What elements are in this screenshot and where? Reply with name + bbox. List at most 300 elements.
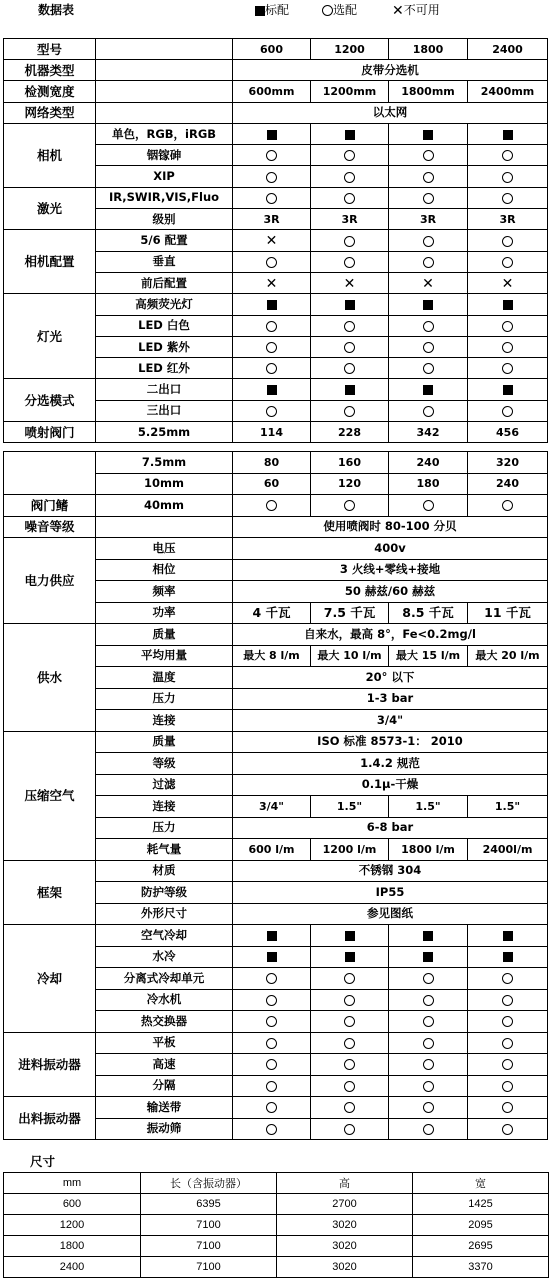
mark-cell: [389, 336, 468, 357]
circle-icon: [344, 257, 355, 268]
circle-icon: [423, 1038, 434, 1049]
mark-cell: [468, 400, 548, 421]
circle-icon: [266, 363, 277, 374]
mark-cell: [311, 1032, 389, 1054]
mark-cell: [233, 379, 311, 400]
mark-cell: [468, 1097, 548, 1119]
value-cell: 1200mm: [311, 81, 389, 102]
filled-square-icon: [345, 931, 355, 941]
circle-icon: [502, 363, 513, 374]
category-cell: 冷却: [4, 925, 96, 1033]
circle-icon: [502, 1102, 513, 1113]
item-cell: 材质: [96, 860, 233, 882]
mark-cell: [468, 495, 548, 517]
filled-square-icon: [345, 952, 355, 962]
mark-cell: [389, 946, 468, 968]
mark-cell: [311, 495, 389, 517]
circle-icon: [344, 1124, 355, 1135]
dimension-cell: 2095: [413, 1215, 549, 1236]
category-cell: 检测宽度: [4, 81, 96, 102]
legend-unavailable: ✕不可用: [392, 2, 440, 19]
item-cell: 温度: [96, 667, 233, 689]
mark-cell: [389, 272, 468, 293]
cross-icon: ✕: [392, 2, 404, 19]
mark-cell: [311, 251, 389, 272]
category-cell: 相机配置: [4, 230, 96, 294]
value-cell: 120: [311, 473, 389, 495]
circle-icon: [423, 321, 434, 332]
value-cell: 最大 15 l/m: [389, 645, 468, 667]
spanning-value-cell: 皮带分选机: [233, 60, 548, 81]
value-cell: 最大 20 l/m: [468, 645, 548, 667]
item-cell: 水冷: [96, 946, 233, 968]
spec-row: [4, 230, 548, 251]
circle-icon: [266, 150, 277, 161]
filled-square-icon: [503, 952, 513, 962]
item-cell: 分隔: [96, 1075, 233, 1097]
circle-icon: [423, 193, 434, 204]
circle-icon: [502, 500, 513, 511]
cross-icon: ✕: [265, 275, 278, 292]
item-cell: [96, 60, 233, 81]
mark-cell: [468, 272, 548, 293]
mark-cell: [233, 251, 311, 272]
item-cell: 外形尺寸: [96, 903, 233, 925]
circle-icon: [502, 193, 513, 204]
circle-icon: [423, 1124, 434, 1135]
dimensions-header-row: [4, 1173, 549, 1194]
dimension-cell: 3020: [277, 1215, 413, 1236]
filled-square-icon: [267, 130, 277, 140]
mark-cell: [233, 1097, 311, 1119]
item-cell: 铟镓砷: [96, 145, 233, 166]
cross-icon: ✕: [422, 275, 434, 292]
circle-icon: [266, 342, 277, 353]
item-cell: 5/6 配置: [96, 230, 233, 251]
spanning-value-cell: 1.4.2 规范: [233, 753, 548, 775]
item-cell: 防护等级: [96, 882, 233, 904]
category-cell: 机器类型: [4, 60, 96, 81]
item-cell: 输送带: [96, 1097, 233, 1119]
filled-square-icon: [267, 300, 277, 310]
model-cell: 1200: [311, 39, 389, 60]
mark-cell: [468, 230, 548, 251]
filled-square-icon: [345, 385, 355, 395]
value-cell: 3R: [468, 209, 548, 230]
item-cell: 平板: [96, 1032, 233, 1054]
item-cell: 频率: [96, 581, 233, 603]
circle-icon: [502, 1124, 513, 1135]
mark-cell: [311, 925, 389, 947]
mark-cell: [311, 272, 389, 293]
spanning-value-cell: 6-8 bar: [233, 817, 548, 839]
mark-cell: [389, 1097, 468, 1119]
item-cell: XIP: [96, 166, 233, 187]
mark-cell: [233, 946, 311, 968]
circle-icon: [502, 995, 513, 1006]
category-cell: 供水: [4, 624, 96, 732]
circle-icon: [344, 1102, 355, 1113]
dimensions-table: [3, 1172, 549, 1278]
circle-icon: [502, 172, 513, 183]
item-cell: [96, 39, 233, 60]
item-cell: 质量: [96, 624, 233, 646]
mark-cell: [311, 968, 389, 990]
dimension-cell: 2700: [277, 1194, 413, 1215]
spanning-value-cell: 0.1μ-干燥: [233, 774, 548, 796]
legend-optional: 选配: [322, 1, 357, 18]
mark-cell: [311, 336, 389, 357]
circle-icon: [502, 1038, 513, 1049]
spanning-value-cell: ISO 标准 8573-1： 2010: [233, 731, 548, 753]
mark-cell: [233, 495, 311, 517]
filled-square-icon: [345, 130, 355, 140]
circle-icon: [344, 1081, 355, 1092]
category-cell: 灯光: [4, 294, 96, 379]
item-cell: 5.25mm: [96, 422, 233, 443]
circle-icon: [423, 500, 434, 511]
mark-cell: [311, 294, 389, 315]
item-cell: 耗气量: [96, 839, 233, 861]
legend-bar: [0, 0, 550, 18]
filled-square-icon: [503, 130, 513, 140]
value-cell: 1.5": [468, 796, 548, 818]
mark-cell: [311, 315, 389, 336]
spanning-value-cell: 自来水，最高 8°，Fe<0.2mg/l: [233, 624, 548, 646]
item-cell: 空气冷却: [96, 925, 233, 947]
value-cell: 228: [311, 422, 389, 443]
value-cell: 180: [389, 473, 468, 495]
mark-cell: [311, 123, 389, 144]
value-cell: 456: [468, 422, 548, 443]
filled-square-icon: [503, 300, 513, 310]
value-cell: 7.5 千瓦: [311, 602, 389, 624]
dimensions-row: [4, 1257, 549, 1278]
mark-cell: [311, 145, 389, 166]
item-cell: 相位: [96, 559, 233, 581]
mark-cell: [389, 379, 468, 400]
value-cell: 最大 8 l/m: [233, 645, 311, 667]
spec-row: [4, 624, 548, 646]
filled-square-icon: [423, 385, 433, 395]
item-cell: 平均用量: [96, 645, 233, 667]
mark-cell: [389, 1054, 468, 1076]
value-cell: 240: [389, 452, 468, 474]
item-cell: 功率: [96, 602, 233, 624]
value-cell: 600 l/m: [233, 839, 311, 861]
value-cell: 240: [468, 473, 548, 495]
category-cell: 分选模式: [4, 379, 96, 422]
item-cell: 前后配置: [96, 272, 233, 293]
mark-cell: [311, 1011, 389, 1033]
circle-icon: [266, 193, 277, 204]
mark-cell: [389, 1011, 468, 1033]
mark-cell: [389, 1032, 468, 1054]
item-cell: IR,SWIR,VIS,Fluo: [96, 187, 233, 208]
mark-cell: [233, 1011, 311, 1033]
circle-icon: [344, 973, 355, 984]
mark-cell: [389, 1118, 468, 1140]
circle-icon: [266, 1059, 277, 1070]
item-cell: 质量: [96, 731, 233, 753]
mark-cell: [233, 968, 311, 990]
dimension-cell: 600: [4, 1194, 141, 1215]
dimension-cell: 6395: [141, 1194, 277, 1215]
filled-square-icon: [267, 952, 277, 962]
mark-cell: [311, 989, 389, 1011]
mark-cell: [468, 925, 548, 947]
filled-square-icon: [423, 130, 433, 140]
item-cell: 压力: [96, 688, 233, 710]
mark-cell: [389, 989, 468, 1011]
value-cell: 1.5": [311, 796, 389, 818]
circle-icon: [266, 1081, 277, 1092]
mark-cell: [389, 230, 468, 251]
mark-cell: [233, 358, 311, 379]
spec-row: [4, 187, 548, 208]
circle-icon: [266, 1124, 277, 1135]
item-cell: 垂直: [96, 251, 233, 272]
mark-cell: [233, 1054, 311, 1076]
circle-icon: [423, 1102, 434, 1113]
mark-cell: [311, 1097, 389, 1119]
circle-icon: [423, 973, 434, 984]
value-cell: 2400mm: [468, 81, 548, 102]
category-cell: 喷射阀门: [4, 422, 96, 443]
mark-cell: [233, 925, 311, 947]
mark-cell: [233, 400, 311, 421]
circle-icon: [423, 363, 434, 374]
category-cell: [4, 452, 96, 495]
mark-cell: [468, 1032, 548, 1054]
dimension-cell: 3370: [413, 1257, 549, 1278]
mark-cell: [468, 1011, 548, 1033]
mark-cell: [468, 946, 548, 968]
mark-cell: [468, 251, 548, 272]
mark-cell: [389, 968, 468, 990]
mark-cell: [311, 1118, 389, 1140]
filled-square-icon: [423, 952, 433, 962]
item-cell: [96, 81, 233, 102]
circle-icon: [502, 150, 513, 161]
spec-row: [4, 731, 548, 753]
dimension-cell: 1200: [4, 1215, 141, 1236]
item-cell: 40mm: [96, 495, 233, 517]
circle-icon: [344, 995, 355, 1006]
value-cell: 3/4": [233, 796, 311, 818]
circle-icon: [266, 500, 277, 511]
dimension-header-cell: mm: [4, 1173, 141, 1194]
dimension-header-cell: 长（含振动器）: [141, 1173, 277, 1194]
circle-icon: [423, 236, 434, 247]
circle-icon: [344, 500, 355, 511]
item-cell: 等级: [96, 753, 233, 775]
spanning-value-cell: IP55: [233, 882, 548, 904]
circle-icon: [266, 1038, 277, 1049]
value-cell: 114: [233, 422, 311, 443]
spec-row: [4, 81, 548, 102]
mark-cell: [468, 166, 548, 187]
mark-cell: [389, 400, 468, 421]
mark-cell: [468, 145, 548, 166]
circle-icon: [344, 1059, 355, 1070]
value-cell: 1800 l/m: [389, 839, 468, 861]
mark-cell: [233, 166, 311, 187]
circle-icon: [502, 1081, 513, 1092]
circle-icon: [266, 257, 277, 268]
mark-cell: [233, 145, 311, 166]
spec-row: [4, 1032, 548, 1054]
mark-cell: [233, 230, 311, 251]
mark-cell: [389, 123, 468, 144]
item-cell: [96, 516, 233, 538]
circle-icon: [344, 363, 355, 374]
mark-cell: [311, 400, 389, 421]
filled-square-icon: [423, 300, 433, 310]
spanning-value-cell: 3/4": [233, 710, 548, 732]
item-cell: [96, 102, 233, 123]
mark-cell: [233, 272, 311, 293]
circle-icon: [344, 342, 355, 353]
mark-cell: [233, 989, 311, 1011]
dimension-cell: 7100: [141, 1215, 277, 1236]
mark-cell: [389, 145, 468, 166]
value-cell: 160: [311, 452, 389, 474]
dimensions-row: [4, 1194, 549, 1215]
dimension-cell: 1800: [4, 1236, 141, 1257]
mark-cell: [389, 187, 468, 208]
category-cell: 阀门鳍: [4, 495, 96, 517]
circle-icon: [423, 150, 434, 161]
dimension-cell: 3020: [277, 1257, 413, 1278]
value-cell: 2400l/m: [468, 839, 548, 861]
value-cell: 342: [389, 422, 468, 443]
item-cell: 振动筛: [96, 1118, 233, 1140]
mark-cell: [468, 315, 548, 336]
item-cell: 单色，RGB，iRGB: [96, 123, 233, 144]
spanning-value-cell: 以太网: [233, 102, 548, 123]
spec-table: [3, 38, 548, 443]
item-cell: 连接: [96, 796, 233, 818]
spanning-value-cell: 使用喷阀时 80-100 分贝: [233, 516, 548, 538]
mark-cell: [468, 1075, 548, 1097]
category-cell: 激光: [4, 187, 96, 230]
mark-cell: [233, 123, 311, 144]
dimension-header-cell: 高: [277, 1173, 413, 1194]
mark-cell: [468, 968, 548, 990]
mark-cell: [389, 294, 468, 315]
circle-icon: [344, 236, 355, 247]
spanning-value-cell: 20° 以下: [233, 667, 548, 689]
dimension-cell: 7100: [141, 1257, 277, 1278]
circle-icon: [266, 995, 277, 1006]
filled-square-icon: [255, 6, 265, 16]
category-cell: 相机: [4, 123, 96, 187]
item-cell: 热交换器: [96, 1011, 233, 1033]
mark-cell: [233, 1118, 311, 1140]
cross-icon: ✕: [265, 233, 278, 250]
spanning-value-cell: 参见图纸: [233, 903, 548, 925]
spec-row: [4, 452, 548, 474]
spec-row: [4, 1097, 548, 1119]
mark-cell: [468, 1054, 548, 1076]
circle-icon: [266, 1016, 277, 1027]
mark-cell: [233, 294, 311, 315]
circle-icon: [502, 406, 513, 417]
dimensions-row: [4, 1215, 549, 1236]
mark-cell: [468, 336, 548, 357]
filled-square-icon: [267, 385, 277, 395]
spanning-value-cell: 1-3 bar: [233, 688, 548, 710]
circle-icon: [502, 257, 513, 268]
circle-icon: [322, 5, 333, 16]
category-cell: 出料振动器: [4, 1097, 96, 1140]
mark-cell: [389, 925, 468, 947]
dimension-cell: 3020: [277, 1236, 413, 1257]
mark-cell: [311, 187, 389, 208]
spec-row: [4, 538, 548, 560]
mark-cell: [311, 230, 389, 251]
spec-row: [4, 925, 548, 947]
mark-cell: [311, 1054, 389, 1076]
spec-row: [4, 379, 548, 400]
circle-icon: [344, 321, 355, 332]
value-cell: 3R: [233, 209, 311, 230]
dimension-cell: 7100: [141, 1236, 277, 1257]
item-cell: 级别: [96, 209, 233, 230]
mark-cell: [389, 166, 468, 187]
spec-row: [4, 294, 548, 315]
mark-cell: [233, 1075, 311, 1097]
model-cell: 1800: [389, 39, 468, 60]
value-cell: 80: [233, 452, 311, 474]
circle-icon: [502, 342, 513, 353]
category-cell: 电力供应: [4, 538, 96, 624]
category-cell: 噪音等级: [4, 516, 96, 538]
category-cell: 压缩空气: [4, 731, 96, 860]
item-cell: 过滤: [96, 774, 233, 796]
mark-cell: [311, 358, 389, 379]
item-cell: 高速: [96, 1054, 233, 1076]
mark-cell: [233, 336, 311, 357]
circle-icon: [266, 406, 277, 417]
item-cell: 分离式冷却单元: [96, 968, 233, 990]
circle-icon: [502, 1059, 513, 1070]
item-cell: 压力: [96, 817, 233, 839]
value-cell: 1800mm: [389, 81, 468, 102]
circle-icon: [423, 1081, 434, 1092]
item-cell: LED 白色: [96, 315, 233, 336]
spec-row: [4, 860, 548, 882]
item-cell: LED 红外: [96, 358, 233, 379]
filled-square-icon: [503, 931, 513, 941]
value-cell: 600mm: [233, 81, 311, 102]
value-cell: 11 千瓦: [468, 602, 548, 624]
mark-cell: [311, 1075, 389, 1097]
circle-icon: [266, 973, 277, 984]
circle-icon: [344, 1016, 355, 1027]
circle-icon: [423, 995, 434, 1006]
spec-row: [4, 422, 548, 443]
value-cell: 60: [233, 473, 311, 495]
spec-row: [4, 123, 548, 144]
spanning-value-cell: 400v: [233, 538, 548, 560]
item-cell: 电压: [96, 538, 233, 560]
model-cell: 600: [233, 39, 311, 60]
item-cell: 10mm: [96, 473, 233, 495]
item-cell: 三出口: [96, 400, 233, 421]
mark-cell: [468, 989, 548, 1011]
